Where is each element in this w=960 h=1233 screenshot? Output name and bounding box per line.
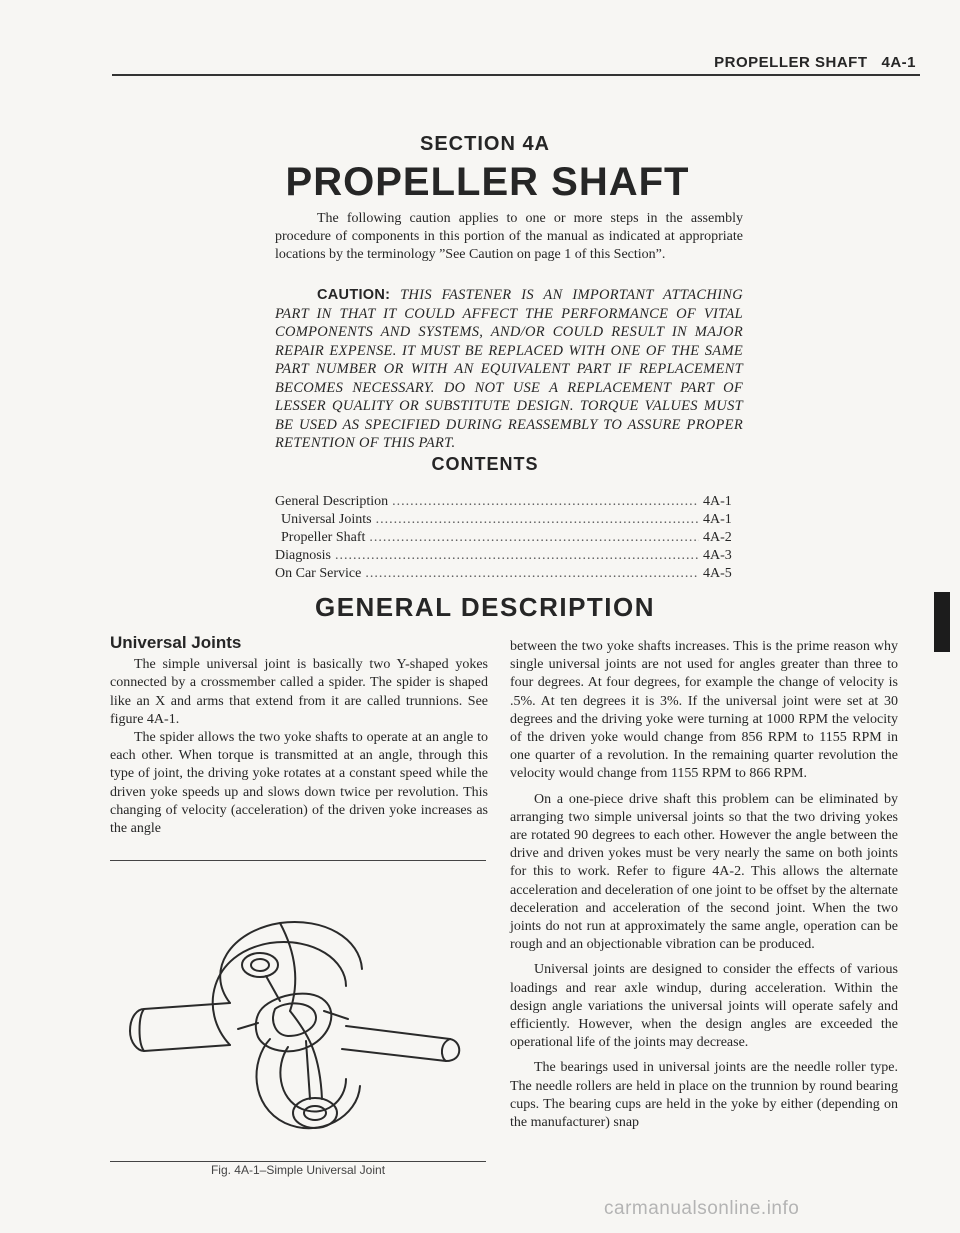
toc-page: 4A-5 xyxy=(703,566,732,581)
contents-title: CONTENTS xyxy=(431,454,539,474)
general-description-heading: GENERAL DESCRIPTION xyxy=(314,592,656,622)
toc-label: Propeller Shaft xyxy=(281,530,366,545)
toc-leader xyxy=(365,565,699,583)
page-title: PROPELLER SHAFT xyxy=(285,160,690,204)
universal-joint-illustration xyxy=(110,861,486,1161)
watermark-text[interactable]: carmanualsonline.info xyxy=(604,1198,800,1219)
body-paragraph: The spider allows the two yoke shafts to operate at an angle to each other. When torque is transmitted at an angle, through this type of joint, the driving yoke rotates at a constant speed while the driven yoke speeds up and slows down twice per revolution. This changing of velocity (acceleration) of the driven yoke increases as the angle xyxy=(110,730,488,837)
toc-entry-universal-joints[interactable] xyxy=(275,511,741,529)
toc-leader xyxy=(369,529,699,547)
caution-block xyxy=(275,286,743,453)
right-column xyxy=(510,638,898,1139)
toc-entry-diagnosis[interactable] xyxy=(275,547,741,565)
toc-entry-general-description[interactable] xyxy=(275,493,741,511)
toc-page: 4A-1 xyxy=(703,494,732,509)
body-paragraph: On a one-piece drive shaft this problem can be eliminated by arranging two simple universal joints so that the two driving yokes are rotated 90 degrees to each other. However the angle between the drive and driven yokes must be very nearly the same on both joints for this to work. Refer to figure 4A-2. This allows the alternate acceleration and deceleration of one joint to be offset by the alternate deceleration and acceleration of the second joint. When the two joints do not run at approximately the same angle, operation can be rough and an objectionable vibration can be produced. xyxy=(510,791,898,953)
toc-label: Universal Joints xyxy=(281,512,372,527)
intro-text xyxy=(275,210,743,264)
toc-entry-propeller-shaft[interactable] xyxy=(275,529,741,547)
toc-label: Diagnosis xyxy=(275,548,331,563)
toc-label: On Car Service xyxy=(275,566,362,581)
page-header xyxy=(112,52,920,76)
toc-leader xyxy=(392,493,699,511)
toc-entry-on-car-service[interactable] xyxy=(275,565,741,583)
universal-joints-subheading: Universal Joints xyxy=(110,633,242,652)
section-thumb-tab xyxy=(934,592,950,652)
body-paragraph: The simple universal joint is basically two Y-shaped yokes connected by a crossmember called a spider. The spider is shaped like an X and arms that extend from it are called trunnions. See figure 4A-1. xyxy=(110,657,488,727)
toc-page: 4A-2 xyxy=(703,530,732,545)
left-column xyxy=(110,634,488,838)
figure-universal-joint xyxy=(110,860,486,1162)
caution-text: THIS FASTENER IS AN IMPORTANT ATTACHING PART IN THAT IT COULD AFFECT THE PERFORMANCE OF VITAL COMPONENTS AND SYSTEMS, AND/OR COULD RESULT IN MAJOR REPAIR EXPENSE. IT MUST BE REPLACED WITH ONE OF THE SAME PART NUMBER OR WITH AN EQUIVALENT PART IF REPLACEMENT BECOMES NECESSARY. DO NOT USE A REPLACEMENT PART OF LESSER QUALITY OR SUBSTITUTE DESIGN. TORQUE VALUES MUST BE USED AS SPECIFIED DURING REASSEMBLY TO ASSURE PROPER RETENTION OF THIS PART. xyxy=(275,287,743,451)
toc-leader xyxy=(335,547,699,565)
toc-label: General Description xyxy=(275,494,389,509)
figure-caption: Fig. 4A-1–Simple Universal Joint xyxy=(210,1163,386,1177)
intro-paragraph: The following caution applies to one or more steps in the assembly procedure of components in this portion of the manual as indicated at appropriate locations by the terminology ”See Caution on page 1 of this Section”. xyxy=(275,211,743,262)
body-paragraph: between the two yoke shafts increases. This is the prime reason why single universal joints are not used for angles greater than three to four degrees. At four degrees, for example the change of velocity is .5%. At ten degrees it is 3%. If the universal joint were set at 30 degrees and the driving yoke were turning at 1000 RPM the velocity of the driven yoke would change from 856 RPM to 1155 RPM in one quarter of a revolution. In the remaining quarter revolution the velocity would change from 1155 RPM to 866 RPM. xyxy=(510,639,898,782)
body-paragraph: Universal joints are designed to consider the effects of various loadings and rear axle windup, during acceleration. Within the design angle variations the universal joints will operate safely and efficiently. However, when the design angles are exceeded the operational life of the joints may decrease. xyxy=(510,962,898,1051)
caution-label: CAUTION: xyxy=(317,287,391,303)
section-label: SECTION 4A xyxy=(419,133,551,155)
header-title: PROPELLER SHAFT 4A-1 xyxy=(714,54,916,71)
toc-page: 4A-1 xyxy=(703,512,732,527)
body-paragraph: The bearings used in universal joints are the needle roller type. The needle rollers are held in place on the trunnion by round bearing cups. The bearing cups are held in the yoke by either (depending on the manufacturer) snap xyxy=(510,1060,898,1131)
toc-leader xyxy=(376,511,699,529)
toc-page: 4A-3 xyxy=(703,548,732,563)
table-of-contents xyxy=(275,493,741,583)
